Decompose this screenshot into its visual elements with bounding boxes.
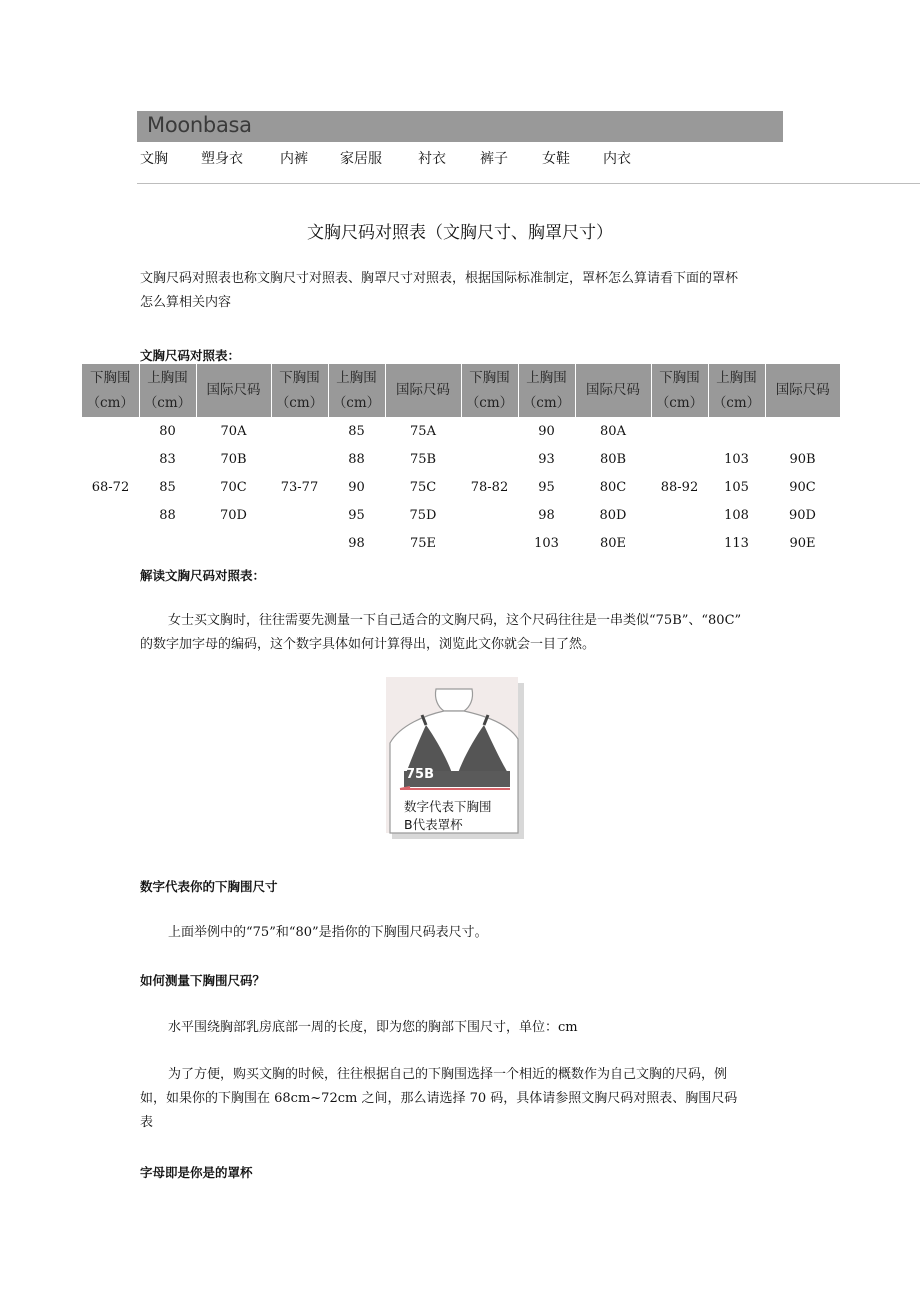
brand-header xyxy=(137,111,783,142)
intro-paragraph xyxy=(140,267,800,315)
section-heading-cup: 字母即是你是的罩杯 xyxy=(140,1165,253,1180)
overbust-cell: 98 xyxy=(538,507,555,523)
intl-size-cell: 75D xyxy=(409,507,437,523)
intl-size-cell: 70A xyxy=(220,423,247,439)
intl-size-cell: 75E xyxy=(409,535,437,551)
bra-size-illustration xyxy=(386,677,524,839)
intl-size-cell: 90D xyxy=(789,507,816,523)
overbust-cell: 88 xyxy=(159,507,176,523)
intl-size-cell: 80B xyxy=(599,451,627,467)
intl-size-cell: 75A xyxy=(410,423,436,439)
intl-size-cell: 90B xyxy=(789,451,816,467)
intl-size-cell: 90E xyxy=(789,535,816,551)
overbust-cell: 103 xyxy=(724,451,749,467)
overbust-cell xyxy=(708,417,765,445)
nav-item-homewear[interactable]: 家居服 xyxy=(340,151,382,167)
figure-caption-1: 数字代表下胸围 xyxy=(404,799,492,814)
intro-line-1: 文胸尺码对照表也称文胸尺寸对照表、胸罩尺寸对照表，根据国际标准制定，罩杯怎么算请看下面的罩杯 xyxy=(140,271,739,286)
overbust-cell: 85 xyxy=(159,479,176,495)
table-heading: 文胸尺码对照表： xyxy=(140,348,241,363)
section-heading-measure: 如何测量下胸围尺码？ xyxy=(140,973,266,988)
intl-size-cell: 80E xyxy=(599,535,627,551)
choose-line-3: 表 xyxy=(140,1115,154,1130)
choose-line-1: 为了方便，购买文胸的时候，往往根据自己的下胸围选择一个相近的概数作为自己文胸的尺码，例 xyxy=(168,1067,728,1082)
col-overbust: 上胸围 （cm） xyxy=(328,364,385,417)
intl-size-cell: 75B xyxy=(409,451,437,467)
nav-item-shapewear[interactable]: 塑身衣 xyxy=(201,151,243,167)
overbust-cell: 98 xyxy=(348,535,365,551)
underbust-range-cell: 78-82 xyxy=(470,479,509,495)
overbust-cell: 108 xyxy=(724,507,749,523)
intro-line-2: 怎么算相关内容 xyxy=(140,295,232,310)
measure-paragraph: 水平围绕胸部乳房底部一周的长度，即为您的胸部下围尺寸，单位：cm xyxy=(168,1020,578,1035)
overbust-cell: 90 xyxy=(348,479,365,495)
underbust-range-cell: 73-77 xyxy=(280,479,319,495)
page-title: 文胸尺码对照表（文胸尺寸、胸罩尺寸） xyxy=(307,223,613,243)
col-underbust: 下胸围 （cm） xyxy=(651,364,708,417)
overbust-cell: 88 xyxy=(348,451,365,467)
table-header-row xyxy=(82,364,840,417)
nav-divider xyxy=(137,183,920,184)
bra-size-table xyxy=(82,364,840,557)
overbust-cell: 105 xyxy=(724,479,749,495)
interpret-paragraph xyxy=(140,609,800,657)
nav-item-shoes[interactable]: 女鞋 xyxy=(542,151,570,167)
overbust-cell: 85 xyxy=(348,423,365,439)
col-intl-size: 国际尺码 xyxy=(575,364,651,417)
intl-size-cell xyxy=(765,417,840,445)
interpret-line-1: 女士买文胸时，往往需要先测量一下自己适合的文胸尺码，这个尺码往往是一串类似“75B”、“80C” xyxy=(168,613,742,628)
intl-size-cell: 70B xyxy=(220,451,247,467)
intl-size-cell: 70D xyxy=(220,507,247,523)
nav-item-bra[interactable]: 文胸 xyxy=(140,151,168,167)
section-heading-number: 数字代表你的下胸围尺寸 xyxy=(140,879,278,894)
intl-size-cell xyxy=(196,529,271,557)
col-overbust: 上胸围 （cm） xyxy=(518,364,575,417)
intl-size-cell: 80C xyxy=(599,479,627,495)
overbust-cell xyxy=(139,529,196,557)
intl-size-cell: 70C xyxy=(220,479,247,495)
overbust-cell: 90 xyxy=(538,423,555,439)
overbust-cell: 95 xyxy=(538,479,555,495)
intl-size-cell: 90C xyxy=(789,479,816,495)
overbust-cell: 95 xyxy=(348,507,365,523)
nav-item-shirts[interactable]: 衬衣 xyxy=(418,151,446,167)
overbust-cell: 83 xyxy=(159,451,176,467)
nav-item-panties[interactable]: 内裤 xyxy=(280,151,308,167)
figure-size-code: 75B xyxy=(406,767,434,782)
number-paragraph: 上面举例中的“75”和“80”是指你的下胸围尺码表尺寸。 xyxy=(168,925,488,940)
underbust-range-cell: 88-92 xyxy=(660,479,699,495)
overbust-cell: 113 xyxy=(724,535,749,551)
overbust-cell: 103 xyxy=(534,535,559,551)
col-overbust: 上胸围 （cm） xyxy=(139,364,196,417)
brand-logo[interactable]: Moonbasa xyxy=(147,113,252,137)
overbust-cell: 80 xyxy=(159,423,176,439)
nav-item-underwear[interactable]: 内衣 xyxy=(603,151,631,167)
overbust-cell: 93 xyxy=(538,451,555,467)
intl-size-cell: 80A xyxy=(600,423,626,439)
underbust-range-cell: 68-72 xyxy=(91,479,130,495)
col-underbust: 下胸围 （cm） xyxy=(461,364,518,417)
nav-item-pants[interactable]: 裤子 xyxy=(480,151,508,167)
interpret-line-2: 的数字加字母的编码，这个数字具体如何计算得出，浏览此文你就会一目了然。 xyxy=(140,637,596,652)
col-underbust: 下胸围 （cm） xyxy=(271,364,328,417)
col-intl-size: 国际尺码 xyxy=(385,364,461,417)
section-heading-interpret: 解读文胸尺码对照表： xyxy=(140,568,266,583)
intl-size-cell: 80D xyxy=(599,507,627,523)
intl-size-cell: 75C xyxy=(409,479,437,495)
col-intl-size: 国际尺码 xyxy=(196,364,271,417)
col-overbust: 上胸围 （cm） xyxy=(708,364,765,417)
choose-size-paragraph xyxy=(140,1063,800,1135)
choose-line-2: 如，如果你的下胸围在 68cm~72cm 之间，那么请选择 70 码，具体请参照文胸尺码对照表、胸围尺码 xyxy=(140,1091,738,1106)
table-row xyxy=(82,417,840,445)
col-intl-size: 国际尺码 xyxy=(765,364,840,417)
col-underbust: 下胸围 （cm） xyxy=(82,364,139,417)
figure-caption-2: B代表罩杯 xyxy=(404,817,463,832)
